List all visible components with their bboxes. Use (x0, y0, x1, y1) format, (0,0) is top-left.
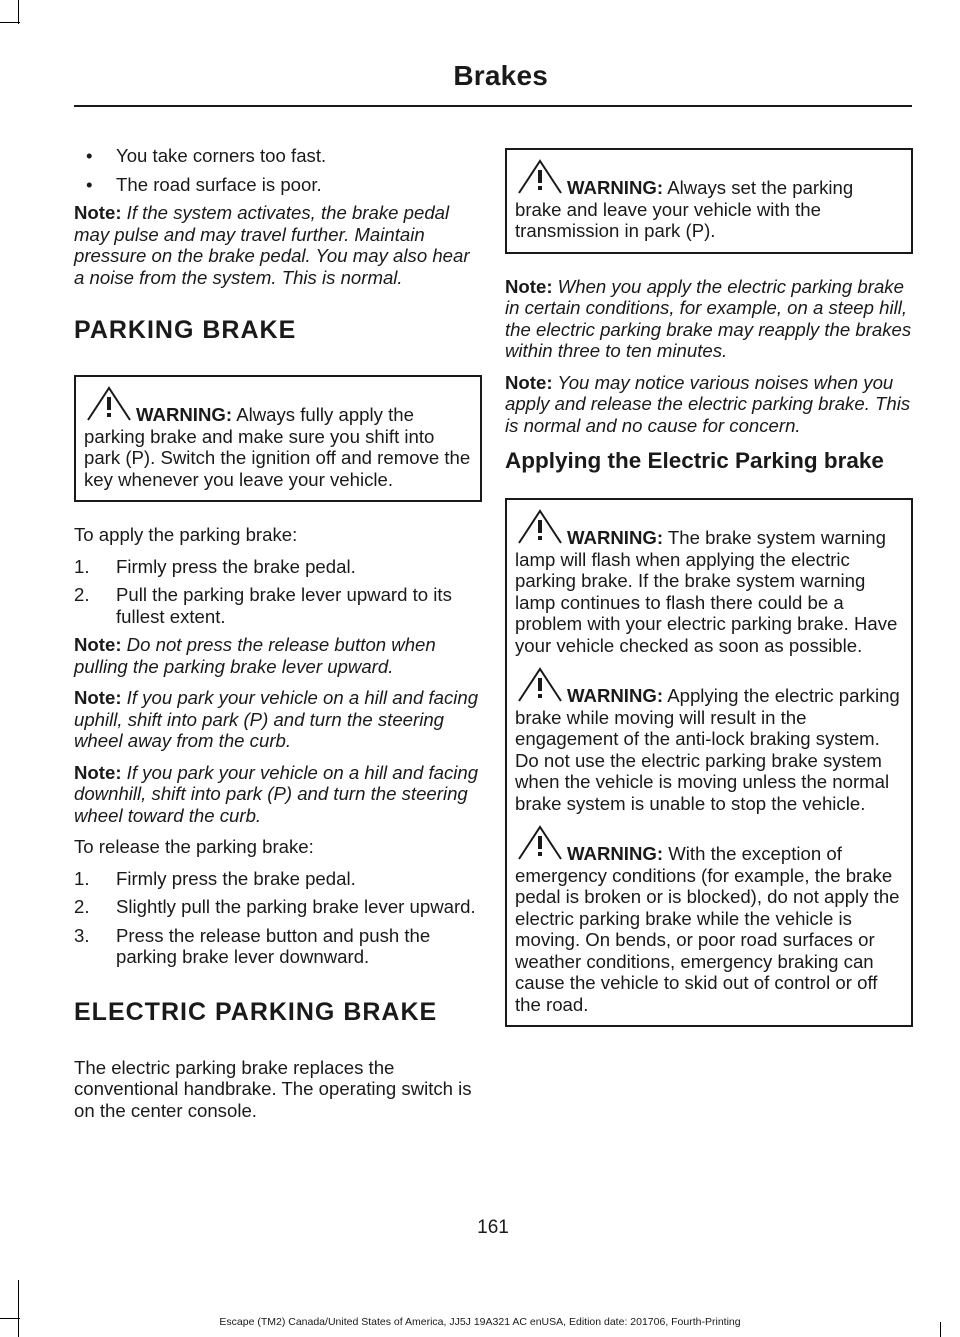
list-item: 3. Press the release button and push the parking brake lever downward. (74, 924, 431, 967)
list-item: • The road surface is poor. (86, 173, 322, 195)
page-header-title: Brakes (453, 60, 548, 91)
subsection-heading: Applying the Electric Parking brake (505, 448, 884, 473)
note: Note: If you park your vehicle on a hill and facing uphill, shift into park (P) and turn the steering wheel away from the curb. (74, 687, 479, 751)
numbered-list (74, 868, 482, 968)
warning: WARNING: Always set the parking brake and leave your vehicle with the transmission in park (P). (515, 158, 903, 242)
numbered-list (74, 556, 482, 628)
note: Note: If the system activates, the brake pedal may pulse and may travel further. Maintain pressure on the brake pedal. You may also hear a noise from the system. This is normal. (74, 202, 470, 288)
note: Note: If you park your vehicle on a hill and facing downhill, shift into park (P) and turn the steering wheel toward the curb. (74, 761, 479, 826)
page-footer: Escape (TM2) Canada/United States of America, JJ5J 19A321 AC enUSA, Edition date: 201706, Fourth-Printing (219, 1316, 741, 1328)
right-column (505, 148, 913, 1049)
crop-mark (0, 22, 20, 23)
warning-box (505, 148, 913, 254)
note: Note: You may notice various noises when you apply and release the electric parking brake. This is normal and no cause for concern. (505, 371, 911, 436)
bullet-list (74, 145, 482, 195)
page-number: 161 (477, 1217, 509, 1238)
paragraph: The electric parking brake replaces the conventional handbrake. The operating switch is on the center console. (74, 1056, 472, 1121)
warning-icon (515, 158, 565, 196)
warning-icon (84, 385, 134, 423)
crop-mark (18, 1280, 19, 1337)
warning-icon (515, 824, 565, 862)
note: Note: Do not press the release button when pulling the parking brake lever upward. (74, 634, 436, 677)
warning: WARNING: The brake system warning lamp will flash when applying the electric parking brake. If the brake system warning lamp continues to flash there could be a problem with your electric parking brake. Have your vehicle checked as soon as possible. (515, 508, 903, 656)
paragraph: To release the parking brake: (74, 836, 314, 857)
left-column (74, 145, 482, 1131)
warning-box (74, 375, 482, 502)
note: Note: When you apply the electric parking brake in certain conditions, for example, on a steep hill, the electric parking brake may reapply the brakes within three to ten minutes. (505, 275, 912, 361)
warning: WARNING: Applying the electric parking brake while moving will result in the engagement of the anti-lock braking system. Do not use the electric parking brake system when the vehicle is moving unless the normal brake system is unable to stop the vehicle. (515, 666, 903, 814)
header-rule (74, 105, 912, 107)
warning-icon (515, 666, 565, 704)
section-heading: PARKING BRAKE (74, 316, 297, 344)
list-item: 2. Pull the parking brake lever upward to its fullest extent. (74, 584, 452, 627)
list-item: 1. Firmly press the brake pedal. (74, 555, 356, 577)
warning-box (505, 498, 913, 1027)
list-item: • You take corners too fast. (86, 145, 327, 166)
crop-mark (18, 0, 19, 24)
warning: WARNING: Always fully apply the parking brake and make sure you shift into park (P). Switch the ignition off and remove the key whenever you leave your vehicle. (84, 385, 472, 490)
warning: WARNING: With the exception of emergency conditions (for example, the brake pedal is broken or is blocked), do not apply the electric parking brake while the vehicle is moving. On bends, or poor road surfaces or weather conditions, emergency braking can cause the vehicle to skid out of control or off the road. (515, 824, 903, 1015)
list-item: 2. Slightly pull the parking brake lever upward. (74, 896, 476, 917)
warning-icon (515, 508, 565, 546)
section-heading: ELECTRIC PARKING BRAKE (74, 997, 438, 1026)
list-item: 1. Firmly press the brake pedal. (74, 867, 356, 889)
paragraph: To apply the parking brake: (74, 524, 298, 545)
